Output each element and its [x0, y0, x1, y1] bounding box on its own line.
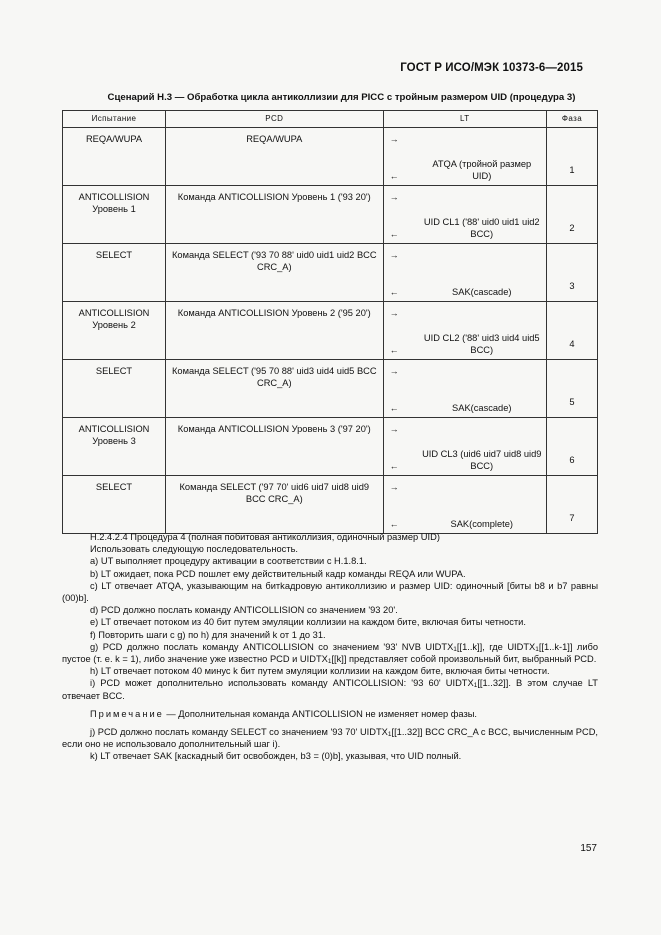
step-g: g) PCD должно послать команду ANTICOLLISION со значением '93' NVB $UIDTX_1[[1..k]]$, где $UIDTX_1[[1..k-1]]$ либо пустое (т. е. k = 1), либо значение уже известно PCD и $UIDTX_1[[k]]$ представляет собой произвольный бит, выбранный PCD. [62, 641, 599, 666]
col-header-phase: Фаза [546, 111, 597, 128]
cell-test: ANTICOLLISION Уровень 2 [63, 302, 166, 333]
arrow-left-icon: ← [389, 461, 399, 471]
table-row-response [63, 216, 598, 244]
page-number: 157 [580, 843, 597, 854]
cell-test: ANTICOLLISION Уровень 3 [63, 418, 166, 449]
table-row-response [63, 332, 598, 360]
table-row [63, 476, 598, 507]
cell-pcd: REQA/WUPA [166, 128, 384, 159]
cell-phase: 2 [546, 216, 597, 244]
cell-pcd: Команда SELECT ('93 70 88' uid0 uid1 uid2 BCC CRC_A) [166, 244, 384, 275]
table-row-response [63, 274, 598, 302]
cell-lt [383, 274, 546, 302]
step-b: b) LT ожидает, пока PCD пошлет ему действительный кадр команды REQA или WUPA. [90, 568, 466, 579]
cell-phase-empty [546, 128, 597, 159]
cell-pcd: Команда ANTICOLLISION Уровень 3 ('97 20') [166, 418, 384, 449]
table-caption: Сценарий H.3 — Обработка цикла антиколлизии для PICC с тройным размером UID (процедура 3) [107, 92, 576, 103]
cell-pcd: Команда ANTICOLLISION Уровень 1 ('93 20') [166, 186, 384, 217]
cell-phase: 6 [546, 448, 597, 476]
cell-lt-arrow [383, 186, 546, 217]
standard-header: ГОСТ Р ИСО/МЭК 10373-6—2015 [400, 62, 583, 74]
cell-lt-arrow [383, 244, 546, 275]
cell-test: SELECT [63, 244, 166, 275]
step-d: d) PCD должно послать команду ANTICOLLISION со значением '93 20'. [90, 605, 398, 616]
arrow-left-icon: ← [389, 403, 399, 413]
table-row [63, 186, 598, 217]
cell-phase-empty [546, 186, 597, 217]
step-i: i) PCD может дополнительно использовать команду ANTICOLLISION: '93 60' $UIDTX_1[[1..32]]$. В этом случае LT отвечает BCC. [62, 678, 598, 701]
procedure-text [62, 531, 598, 763]
table-row-response [63, 448, 598, 476]
cell-phase-empty [546, 476, 597, 507]
arrow-right-icon: → [389, 250, 399, 260]
cell-phase: 1 [546, 158, 597, 186]
lt-response: ATQA (тройной размер UID) [432, 159, 532, 181]
lt-response: SAK(cascade) [452, 287, 512, 297]
cell-pcd: Команда ANTICOLLISION Уровень 2 ('95 20') [166, 302, 384, 333]
cell-test: SELECT [63, 476, 166, 507]
step-c: c) LT отвечает ATQA, указывающим на битkадровую антиколлизию и размер UID: одиночный [биты b8 и b7 равны (00)b]. [62, 580, 598, 604]
cell-lt-arrow [383, 418, 546, 449]
cell-test: REQA/WUPA [63, 128, 166, 159]
arrow-left-icon: ← [389, 345, 399, 355]
cell-lt [383, 332, 546, 360]
table-row-response [63, 158, 598, 186]
lt-response: UID CL2 ('88' uid3 uid4 uid5 BCC) [423, 333, 540, 355]
table-header-row [63, 111, 598, 128]
note-label: Примечание [90, 708, 164, 719]
step-f: f) Повторить шаги с g) по h) для значений k от 1 до 31. [90, 629, 326, 640]
cell-lt-arrow [383, 360, 546, 391]
cell-phase: 4 [546, 332, 597, 360]
arrow-right-icon: → [389, 134, 399, 144]
cell-phase: 5 [546, 390, 597, 418]
arrow-right-icon: → [389, 366, 399, 376]
step-e: e) LT отвечает потоком из 40 бит путем эмуляции коллизии на каждом бите, включая биты четности. [90, 617, 526, 628]
table-row-response [63, 506, 598, 534]
lt-response: SAK(complete) [450, 519, 514, 529]
arrow-right-icon: → [389, 482, 399, 492]
cell-lt [383, 216, 546, 244]
cell-phase-empty [546, 418, 597, 449]
table-row [63, 360, 598, 391]
cell-lt [383, 158, 546, 186]
cell-lt-arrow [383, 302, 546, 333]
cell-phase-empty [546, 244, 597, 275]
procedure-heading: H.2.4.2.4 Процедура 4 (полная побитовая антиколлизия, одиночный размер UID) [90, 532, 440, 542]
step-k: k) LT отвечает SAK [каскадный бит освобожден, b3 = (0)b], указывая, что UID полный. [90, 751, 462, 762]
cell-test: ANTICOLLISION Уровень 1 [63, 186, 166, 217]
arrow-left-icon: ← [389, 229, 399, 239]
lt-response: UID CL3 (uid6 uid7 uid8 uid9 BCC) [422, 449, 542, 471]
step-a: a) UT выполняет процедуру активации в соответствии с H.1.8.1. [90, 556, 367, 567]
arrow-left-icon: ← [389, 287, 399, 297]
scenario-table [62, 110, 598, 534]
cell-pcd: Команда SELECT ('97 70' uid6 uid7 uid8 uid9 BCC CRC_A) [166, 476, 384, 507]
note-text: — Дополнительная команда ANTICOLLISION не изменяет номер фазы. [163, 708, 478, 719]
cell-pcd: Команда SELECT ('95 70 88' uid3 uid4 uid5 BCC CRC_A) [166, 360, 384, 391]
table-row [63, 302, 598, 333]
col-header-pcd: PCD [166, 111, 384, 128]
table-row [63, 244, 598, 275]
cell-lt-arrow [383, 128, 546, 159]
col-header-test: Испытание [63, 111, 166, 128]
cell-phase: 7 [546, 506, 597, 534]
cell-test: SELECT [63, 360, 166, 391]
table-row-response [63, 390, 598, 418]
cell-phase-empty [546, 302, 597, 333]
table-row [63, 418, 598, 449]
arrow-left-icon: ← [389, 519, 399, 529]
cell-lt [383, 390, 546, 418]
note [62, 708, 598, 720]
lt-response: SAK(cascade) [452, 403, 512, 413]
step-h: h) LT отвечает потоком 40 минус k бит путем эмуляции коллизии на каждом бите, включая биты четности. [90, 666, 550, 677]
lt-response: UID CL1 ('88' uid0 uid1 uid2 BCC) [423, 217, 540, 239]
procedure-intro: Использовать следующую последовательность. [90, 544, 299, 555]
col-header-lt: LT [383, 111, 546, 128]
cell-lt [383, 506, 546, 534]
cell-phase: 3 [546, 274, 597, 302]
cell-lt-arrow [383, 476, 546, 507]
arrow-right-icon: → [389, 424, 399, 434]
cell-lt [383, 448, 546, 476]
step-j: j) PCD должно послать команду SELECT со значением '93 70' $UIDTX_1[[1..32]]$ BCC CRC_A с BCC, вычисленным PCD, если оно не использовало дополнительный шаг i). [62, 727, 599, 750]
arrow-right-icon: → [389, 308, 399, 318]
cell-phase-empty [546, 360, 597, 391]
arrow-left-icon: ← [389, 171, 399, 181]
arrow-right-icon: → [389, 192, 399, 202]
table-row [63, 128, 598, 159]
